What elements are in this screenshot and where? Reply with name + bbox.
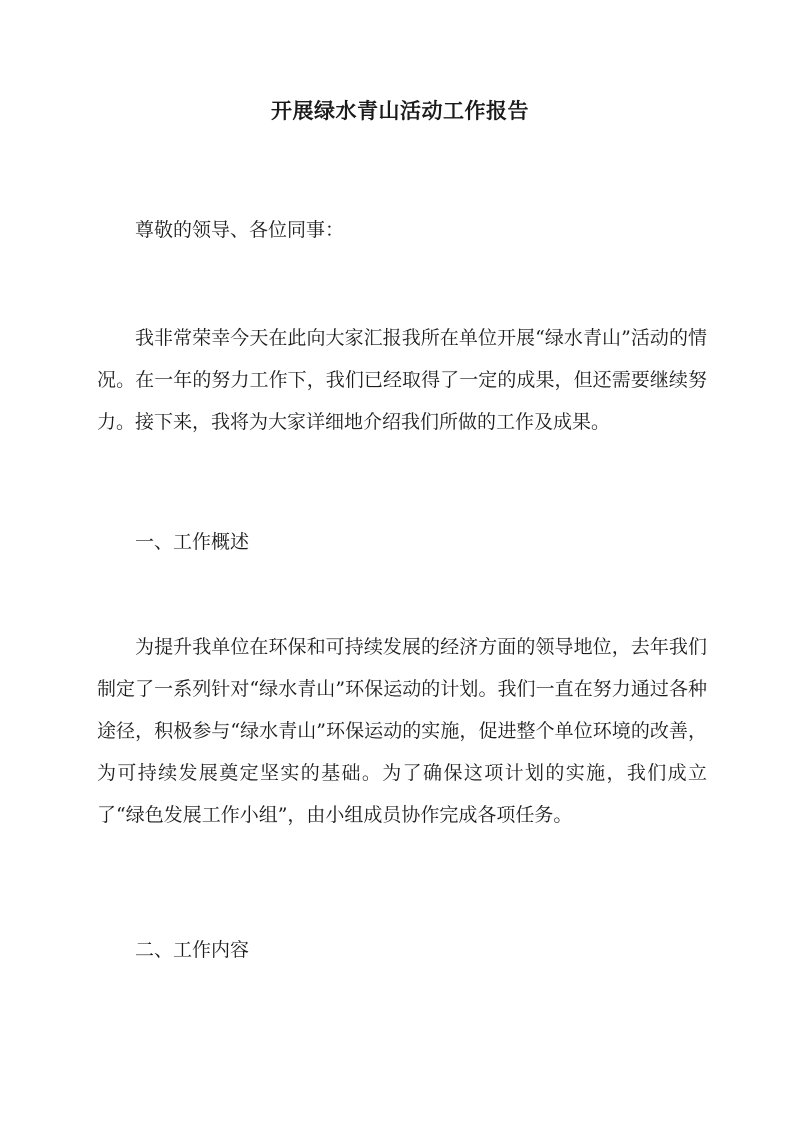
salutation: 尊敬的领导、各位同事：	[135, 219, 345, 241]
intro-paragraph: 我非常荣幸今天在此向大家汇报我所在单位开展“绿水青山”活动的情况。在一年的努力工作下，我们已经取得了一定的成果，但还需要继续努力。接下来，我将为大家详细地介绍我们所做的工作及成果。	[97, 327, 707, 433]
section-heading-content: 二、工作内容	[135, 939, 250, 961]
document-title: 开展绿水青山活动工作报告	[271, 98, 529, 123]
section-heading-overview: 一、工作概述	[135, 531, 250, 553]
section-paragraph-overview: 为提升我单位在环保和可持续发展的经济方面的领导地位，去年我们制定了一系列针对“绿水青山”环保运动的计划。我们一直在努力通过各种途径，积极参与“绿水青山”环保运动的实施，促进整个单位环境的改善，为可持续发展奠定坚实的基础。为了确保这项计划的实施，我们成立了“绿色发展工作小组”，由小组成员协作完成各项任务。	[97, 636, 707, 826]
